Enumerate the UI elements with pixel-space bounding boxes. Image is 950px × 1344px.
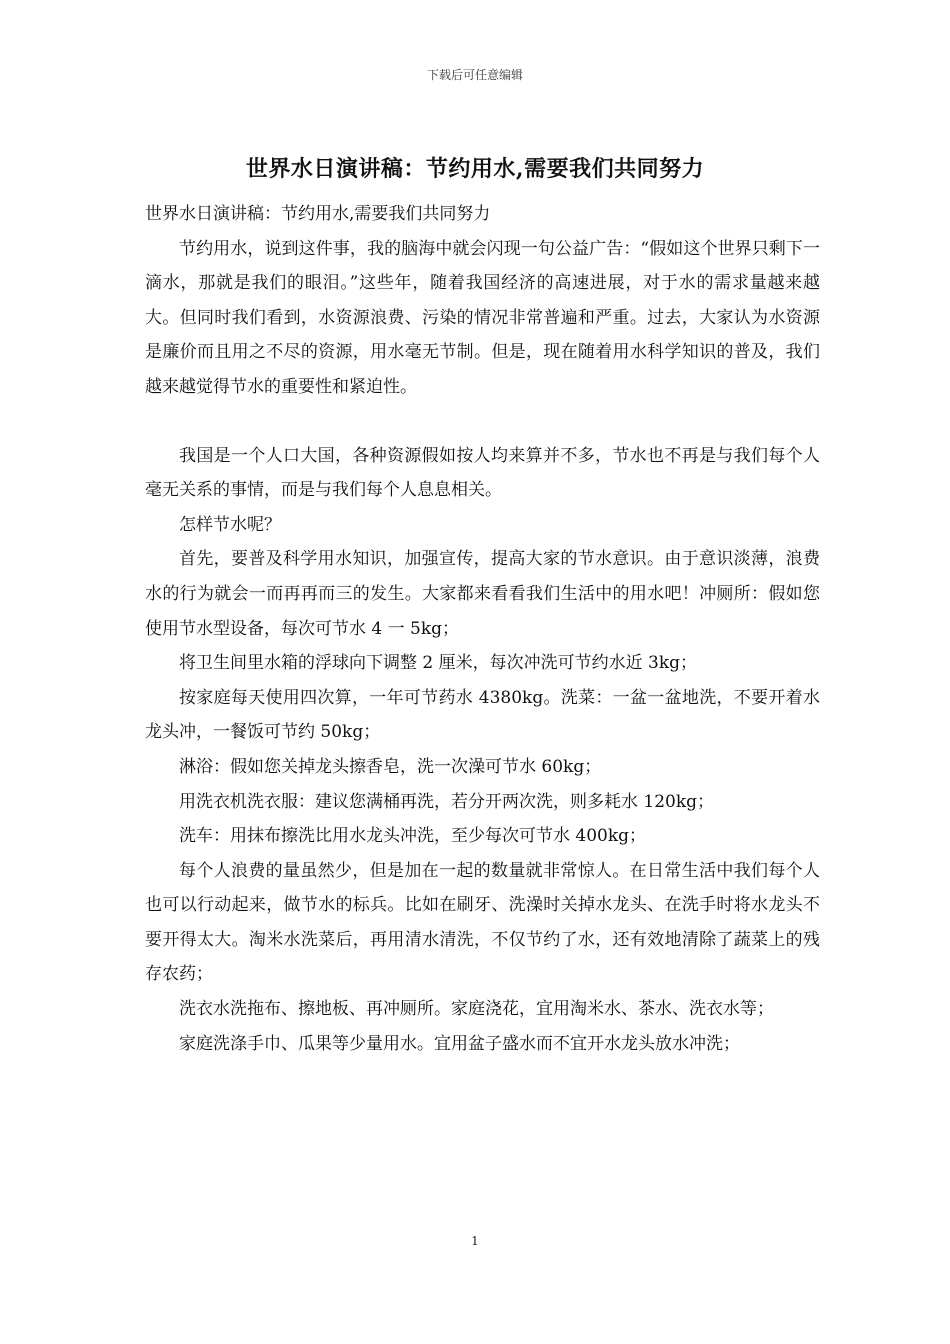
header-note: 下载后可任意编辑 <box>426 68 523 82</box>
body-paragraph: 用洗衣机洗衣服：建议您满桶再洗，若分开两次洗，则多耗水 120kg； <box>179 791 715 812</box>
body-paragraph: 每个人浪费的量虽然少，但是加在一起的数量就非常惊人。在日常生活中我们每个人也可以行动起来，做节水的标兵。比如在刷牙、洗澡时关掉水龙头、在洗手时将水龙头不要开得太大。淘米水洗菜后，再用清水清洗，不仅节约了水，还有效地清除了蔬菜上的残存农药； <box>145 860 820 985</box>
body-paragraph: 节约用水，说到这件事，我的脑海中就会闪现一句公益广告：“假如这个世界只剩下一滴水，那就是我们的眼泪。”这些年，随着我国经济的高速进展，对于水的需求量越来越大。但同时我们看到，水资源浪费、污染的情况非常普遍和严重。过去，大家认为水资源是廉价而且用之不尽的资源，用水毫无节制。但是，现在随着用水科学知识的普及，我们越来越觉得节水的重要性和紧迫性。 <box>145 238 820 397</box>
body-paragraph: 将卫生间里水箱的浮球向下调整 2 厘米，每次冲洗可节约水近 3kg； <box>179 653 698 674</box>
body-paragraph: 按家庭每天使用四次算，一年可节药水 4380kg。洗菜：一盆一盆地洗，不要开着水龙头冲，一餐饭可节约 50kg； <box>145 687 820 743</box>
body-paragraph: 洗衣水洗拖布、擦地板、再冲厕所。家庭浇花，宜用淘米水、茶水、洗衣水等； <box>179 999 774 1020</box>
body-paragraph: 怎样节水呢？ <box>179 514 281 535</box>
body-paragraph: 洗车：用抹布擦洗比用水龙头冲洗，至少每次可节水 400kg； <box>179 826 647 847</box>
body-paragraph: 我国是一个人口大国，各种资源假如按人均来算并不多，节水也不再是与我们每个人毫无关系的事情，而是与我们每个人息息相关。 <box>145 445 820 501</box>
subtitle-paragraph: 世界水日演讲稿：节约用水,需要我们共同努力 <box>145 204 491 224</box>
document-body <box>145 197 820 1061</box>
document-title: 世界水日演讲稿：节约用水,需要我们共同努力 <box>245 156 705 182</box>
body-paragraph: 首先，要普及科学用水知识，加强宣传，提高大家的节水意识。由于意识淡薄，浪费水的行为就会一而再再而三的发生。大家都来看看我们生活中的用水吧！冲厕所：假如您使用节水型设备，每次可节水 4 一 5kg； <box>145 549 820 639</box>
body-paragraph: 家庭洗涤手巾、瓜果等少量用水。宜用盆子盛水而不宜开水龙头放水冲洗； <box>179 1033 740 1054</box>
body-paragraph: 淋浴：假如您关掉龙头擦香皂，洗一次澡可节水 60kg； <box>179 756 602 777</box>
page-number: 1 <box>471 1234 479 1248</box>
